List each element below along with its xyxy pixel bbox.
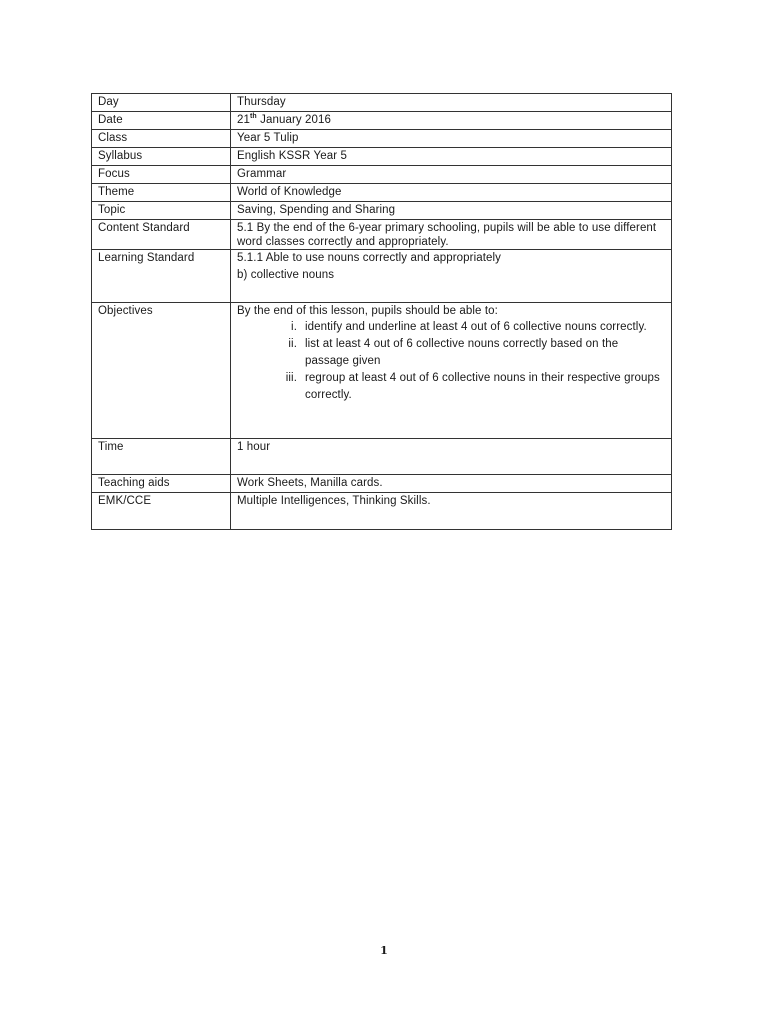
table-row xyxy=(92,148,672,166)
objective-text: list at least 4 out of 6 collective nouns correctly based on the passage given xyxy=(305,338,619,367)
table-row xyxy=(92,112,672,130)
row-value-topic: Saving, Spending and Sharing xyxy=(231,202,672,220)
table-row xyxy=(92,94,672,112)
row-value-teaching-aids: Work Sheets, Manilla cards. xyxy=(231,475,672,493)
objective-text: regroup at least 4 out of 6 collective nouns in their respective groups correctly. xyxy=(305,372,660,401)
row-value-date xyxy=(231,112,672,130)
table-row xyxy=(92,250,672,303)
table-row xyxy=(92,184,672,202)
list-item xyxy=(237,319,665,336)
list-item xyxy=(237,370,665,404)
row-value-day: Thursday xyxy=(231,94,672,112)
objectives-list xyxy=(237,319,665,404)
row-value-time: 1 hour xyxy=(231,439,672,475)
objective-number: ii. xyxy=(288,338,297,350)
list-item xyxy=(237,336,665,370)
objective-text: identify and underline at least 4 out of 6 collective nouns correctly. xyxy=(305,321,647,333)
table-row xyxy=(92,220,672,250)
row-value-focus: Grammar xyxy=(231,166,672,184)
table-row xyxy=(92,303,672,439)
row-label-emk-cce: EMK/CCE xyxy=(92,493,231,530)
table-row xyxy=(92,202,672,220)
row-value-theme: World of Knowledge xyxy=(231,184,672,202)
objective-number: i. xyxy=(291,321,297,333)
table-row xyxy=(92,475,672,493)
lesson-plan-table xyxy=(91,93,672,530)
table-row xyxy=(92,166,672,184)
date-month-year: January 2016 xyxy=(256,114,331,126)
row-label-date: Date xyxy=(92,112,231,130)
row-value-emk-cce: Multiple Intelligences, Thinking Skills. xyxy=(231,493,672,530)
table-row xyxy=(92,493,672,530)
row-label-focus: Focus xyxy=(92,166,231,184)
row-value-objectives xyxy=(231,303,672,439)
row-value-syllabus: English KSSR Year 5 xyxy=(231,148,672,166)
page-number: 1 xyxy=(380,944,388,957)
row-label-teaching-aids: Teaching aids xyxy=(92,475,231,493)
row-value-content-standard: 5.1 By the end of the 6-year primary schooling, pupils will be able to use different word classes correctly and appropriately. xyxy=(231,220,672,250)
table-row xyxy=(92,130,672,148)
row-label-theme: Theme xyxy=(92,184,231,202)
row-label-syllabus: Syllabus xyxy=(92,148,231,166)
learning-standard-line-1: 5.1.1 Able to use nouns correctly and appropriately xyxy=(237,252,502,264)
row-label-day: Day xyxy=(92,94,231,112)
row-label-class: Class xyxy=(92,130,231,148)
row-label-topic: Topic xyxy=(92,202,231,220)
objectives-intro: By the end of this lesson, pupils should be able to: xyxy=(237,305,498,317)
date-day: 21 xyxy=(237,114,250,126)
objective-number: iii. xyxy=(285,372,297,384)
learning-standard-line-2: b) collective nouns xyxy=(237,269,335,281)
row-label-objectives: Objectives xyxy=(92,303,231,439)
row-label-time: Time xyxy=(92,439,231,475)
table-row xyxy=(92,439,672,475)
date-ordinal-suffix: th xyxy=(250,113,257,120)
row-value-class: Year 5 Tulip xyxy=(231,130,672,148)
row-label-learning-standard: Learning Standard xyxy=(92,250,231,303)
row-value-learning-standard xyxy=(231,250,672,303)
row-label-content-standard: Content Standard xyxy=(92,220,231,250)
